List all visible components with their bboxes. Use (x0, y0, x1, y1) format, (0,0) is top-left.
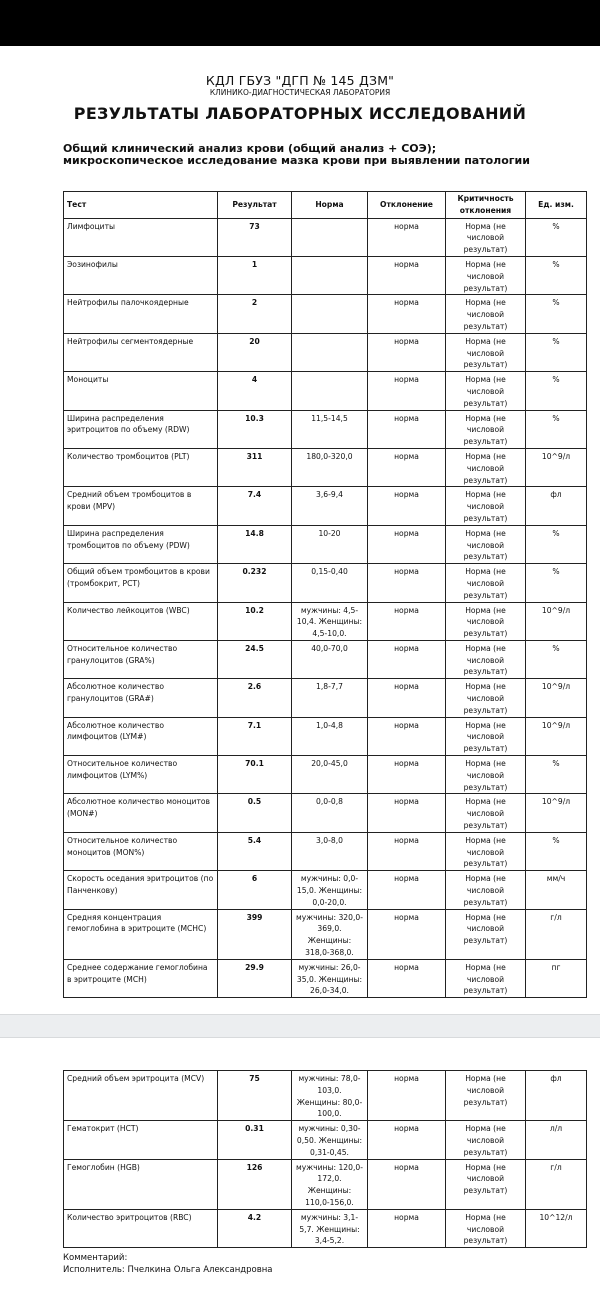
cell-test: Абсолютное количество моноцитов (MON#) (64, 794, 218, 832)
cell-norm: мужчины: 0,30-0,50. Женщины: 0,31-0,45. (292, 1121, 368, 1159)
cell-result: 399 (218, 909, 292, 959)
cell-norm (292, 218, 368, 256)
cell-deviation: норма (368, 295, 446, 333)
cell-criticality: Норма (не числовой результат) (446, 564, 526, 602)
cell-test: Нейтрофилы сегментоядерные (64, 333, 218, 371)
table-row (64, 333, 587, 371)
table-row (64, 794, 587, 832)
cell-result: 2 (218, 295, 292, 333)
table-row (64, 448, 587, 486)
table-header-row (64, 192, 587, 219)
cell-deviation: норма (368, 1071, 446, 1121)
cell-test: Относительное количество гранулоцитов (GRA%) (64, 640, 218, 678)
cell-unit: % (526, 372, 587, 410)
cell-test: Ширина распределения эритроцитов по объему (RDW) (64, 410, 218, 448)
table-row (64, 959, 587, 997)
cell-norm: 20,0-45,0 (292, 756, 368, 794)
cell-result: 7.4 (218, 487, 292, 525)
cell-test: Количество лейкоцитов (WBC) (64, 602, 218, 640)
cell-deviation: норма (368, 909, 446, 959)
cell-criticality: Норма (не числовой результат) (446, 295, 526, 333)
cell-deviation: норма (368, 256, 446, 294)
cell-test: Относительное количество моноцитов (MON%) (64, 832, 218, 870)
cell-unit: % (526, 640, 587, 678)
cell-test: Среднее содержание гемоглобина в эритроците (MCH) (64, 959, 218, 997)
cell-deviation: норма (368, 1159, 446, 1209)
cell-unit: г/л (526, 1159, 587, 1209)
cell-unit: % (526, 410, 587, 448)
cell-unit: 10^9/л (526, 602, 587, 640)
cell-result: 7.1 (218, 717, 292, 755)
cell-unit: 10^9/л (526, 679, 587, 717)
cell-test: Эозинофилы (64, 256, 218, 294)
document-page-1 (0, 46, 600, 1014)
cell-criticality: Норма (не числовой результат) (446, 679, 526, 717)
cell-unit: мм/ч (526, 871, 587, 909)
cell-norm: мужчины: 320,0-369,0. Женщины: 318,0-368,0. (292, 909, 368, 959)
page-title: РЕЗУЛЬТАТЫ ЛАБОРАТОРНЫХ ИССЛЕДОВАНИЙ (73, 104, 527, 123)
page-separator (0, 1014, 600, 1038)
cell-unit: фл (526, 1071, 587, 1121)
cell-unit: % (526, 832, 587, 870)
cell-norm: мужчины: 78,0-103,0. Женщины: 80,0-100,0. (292, 1071, 368, 1121)
cell-deviation: норма (368, 410, 446, 448)
cell-result: 70.1 (218, 756, 292, 794)
table-row (64, 640, 587, 678)
cell-criticality: Норма (не числовой результат) (446, 717, 526, 755)
cell-unit: пг (526, 959, 587, 997)
cell-result: 10.2 (218, 602, 292, 640)
document-page-2 (0, 1038, 600, 1299)
cell-unit: % (526, 256, 587, 294)
cell-norm (292, 372, 368, 410)
results-table-continued (63, 1070, 587, 1248)
cell-test: Гемоглобин (HGB) (64, 1159, 218, 1209)
cell-unit: % (526, 218, 587, 256)
cell-norm: мужчины: 3,1-5,7. Женщины: 3,4-5,2. (292, 1209, 368, 1247)
cell-result: 75 (218, 1071, 292, 1121)
table-row (64, 871, 587, 909)
cell-criticality: Норма (не числовой результат) (446, 410, 526, 448)
viewer-top-bar (0, 0, 600, 46)
cell-criticality: Норма (не числовой результат) (446, 909, 526, 959)
cell-test: Количество тромбоцитов (PLT) (64, 448, 218, 486)
column-header-unit: Ед. изм. (526, 192, 587, 219)
cell-norm: 10-20 (292, 525, 368, 563)
cell-unit: г/л (526, 909, 587, 959)
cell-deviation: норма (368, 333, 446, 371)
cell-norm: 1,8-7,7 (292, 679, 368, 717)
cell-result: 6 (218, 871, 292, 909)
table-row (64, 1159, 587, 1209)
cell-norm: мужчины: 120,0-172,0. Женщины: 110,0-156,0. (292, 1159, 368, 1209)
cell-deviation: норма (368, 372, 446, 410)
column-header-criticality: Критичность отклонения (446, 192, 526, 219)
table-row (64, 218, 587, 256)
cell-test: Средняя концентрация гемоглобина в эритроците (MCHC) (64, 909, 218, 959)
cell-test: Скорость оседания эритроцитов (по Панченкову) (64, 871, 218, 909)
cell-unit: % (526, 333, 587, 371)
cell-norm: 180,0-320,0 (292, 448, 368, 486)
cell-result: 0.5 (218, 794, 292, 832)
cell-result: 5.4 (218, 832, 292, 870)
cell-norm: 0,0-0,8 (292, 794, 368, 832)
cell-deviation: норма (368, 640, 446, 678)
cell-result: 311 (218, 448, 292, 486)
cell-criticality: Норма (не числовой результат) (446, 640, 526, 678)
cell-deviation: норма (368, 679, 446, 717)
cell-deviation: норма (368, 525, 446, 563)
cell-test: Нейтрофилы палочкоядерные (64, 295, 218, 333)
cell-criticality: Норма (не числовой результат) (446, 756, 526, 794)
cell-norm: 3,6-9,4 (292, 487, 368, 525)
table-row (64, 410, 587, 448)
cell-test: Количество эритроцитов (RBC) (64, 1209, 218, 1247)
cell-unit: % (526, 525, 587, 563)
table-row (64, 525, 587, 563)
cell-unit: фл (526, 487, 587, 525)
table-row (64, 372, 587, 410)
cell-norm: 3,0-8,0 (292, 832, 368, 870)
cell-result: 20 (218, 333, 292, 371)
cell-deviation: норма (368, 487, 446, 525)
cell-criticality: Норма (не числовой результат) (446, 1159, 526, 1209)
table-row (64, 717, 587, 755)
cell-criticality: Норма (не числовой результат) (446, 372, 526, 410)
cell-unit: 10^12/л (526, 1209, 587, 1247)
cell-criticality: Норма (не числовой результат) (446, 256, 526, 294)
cell-criticality: Норма (не числовой результат) (446, 487, 526, 525)
cell-deviation: норма (368, 602, 446, 640)
cell-unit: 10^9/л (526, 717, 587, 755)
results-table-continued-body (64, 1071, 587, 1248)
table-row (64, 832, 587, 870)
cell-result: 4 (218, 372, 292, 410)
column-header-deviation: Отклонение (368, 192, 446, 219)
cell-result: 73 (218, 218, 292, 256)
cell-norm: мужчины: 4,5-10,4. Женщины: 4,5-10,0. (292, 602, 368, 640)
cell-norm: мужчины: 0,0-15,0. Женщины: 0,0-20,0. (292, 871, 368, 909)
cell-test: Гематокрит (HCT) (64, 1121, 218, 1159)
analysis-title: Общий клинический анализ крови (общий анализ + СОЭ); микроскопическое исследование мазка крови при выявлении патологии (63, 142, 530, 167)
results-table (63, 191, 587, 998)
cell-result: 0.31 (218, 1121, 292, 1159)
cell-unit: 10^9/л (526, 448, 587, 486)
cell-deviation: норма (368, 756, 446, 794)
cell-deviation: норма (368, 717, 446, 755)
cell-test: Абсолютное количество лимфоцитов (LYM#) (64, 717, 218, 755)
cell-criticality: Норма (не числовой результат) (446, 218, 526, 256)
cell-deviation: норма (368, 1209, 446, 1247)
cell-criticality: Норма (не числовой результат) (446, 448, 526, 486)
cell-norm (292, 295, 368, 333)
cell-norm: 40,0-70,0 (292, 640, 368, 678)
cell-norm: 1,0-4,8 (292, 717, 368, 755)
cell-deviation: норма (368, 959, 446, 997)
cell-norm: 0,15-0,40 (292, 564, 368, 602)
cell-test: Общий объем тромбоцитов в крови (тромбокрит, PCT) (64, 564, 218, 602)
cell-norm: 11,5-14,5 (292, 410, 368, 448)
report-footer (63, 1252, 273, 1276)
cell-unit: % (526, 756, 587, 794)
cell-deviation: норма (368, 564, 446, 602)
table-row (64, 1071, 587, 1121)
cell-norm (292, 333, 368, 371)
cell-test: Абсолютное количество гранулоцитов (GRA#) (64, 679, 218, 717)
cell-test: Относительное количество лимфоцитов (LYM%) (64, 756, 218, 794)
cell-norm: мужчины: 26,0-35,0. Женщины: 26,0-34,0. (292, 959, 368, 997)
cell-test: Средний объем эритроцита (MCV) (64, 1071, 218, 1121)
cell-test: Средний объем тромбоцитов в крови (MPV) (64, 487, 218, 525)
cell-deviation: норма (368, 794, 446, 832)
table-row (64, 487, 587, 525)
executor-name: Исполнитель: Пчелкина Ольга Александровна (63, 1265, 273, 1275)
cell-test: Моноциты (64, 372, 218, 410)
cell-test: Лимфоциты (64, 218, 218, 256)
cell-criticality: Норма (не числовой результат) (446, 333, 526, 371)
cell-criticality: Норма (не числовой результат) (446, 1209, 526, 1247)
cell-result: 2.6 (218, 679, 292, 717)
comment-label: Комментарий: (63, 1253, 128, 1263)
cell-result: 0.232 (218, 564, 292, 602)
cell-criticality: Норма (не числовой результат) (446, 871, 526, 909)
organization-name: КДЛ ГБУЗ "ДГП № 145 ДЗМ" (205, 73, 395, 88)
cell-criticality: Норма (не числовой результат) (446, 794, 526, 832)
table-row (64, 1121, 587, 1159)
cell-result: 24.5 (218, 640, 292, 678)
cell-criticality: Норма (не числовой результат) (446, 602, 526, 640)
cell-criticality: Норма (не числовой результат) (446, 525, 526, 563)
table-row (64, 295, 587, 333)
organization-subtitle: КЛИНИКО-ДИАГНОСТИЧЕСКАЯ ЛАБОРАТОРИЯ (209, 88, 391, 97)
cell-result: 29.9 (218, 959, 292, 997)
cell-criticality: Норма (не числовой результат) (446, 959, 526, 997)
cell-unit: л/л (526, 1121, 587, 1159)
cell-criticality: Норма (не числовой результат) (446, 1121, 526, 1159)
cell-result: 10.3 (218, 410, 292, 448)
column-header-norm: Норма (292, 192, 368, 219)
cell-deviation: норма (368, 448, 446, 486)
table-row (64, 909, 587, 959)
cell-unit: 10^9/л (526, 794, 587, 832)
cell-result: 4.2 (218, 1209, 292, 1247)
column-header-test: Тест (64, 192, 218, 219)
table-row (64, 756, 587, 794)
table-row (64, 564, 587, 602)
cell-norm (292, 256, 368, 294)
cell-deviation: норма (368, 871, 446, 909)
table-row (64, 679, 587, 717)
table-row (64, 1209, 587, 1247)
cell-deviation: норма (368, 832, 446, 870)
cell-deviation: норма (368, 1121, 446, 1159)
cell-test: Ширина распределения тромбоцитов по объему (PDW) (64, 525, 218, 563)
cell-result: 14.8 (218, 525, 292, 563)
cell-unit: % (526, 564, 587, 602)
results-table-body (64, 218, 587, 998)
cell-criticality: Норма (не числовой результат) (446, 832, 526, 870)
cell-criticality: Норма (не числовой результат) (446, 1071, 526, 1121)
cell-unit: % (526, 295, 587, 333)
cell-deviation: норма (368, 218, 446, 256)
table-row (64, 256, 587, 294)
column-header-result: Результат (218, 192, 292, 219)
cell-result: 126 (218, 1159, 292, 1209)
table-row (64, 602, 587, 640)
cell-result: 1 (218, 256, 292, 294)
